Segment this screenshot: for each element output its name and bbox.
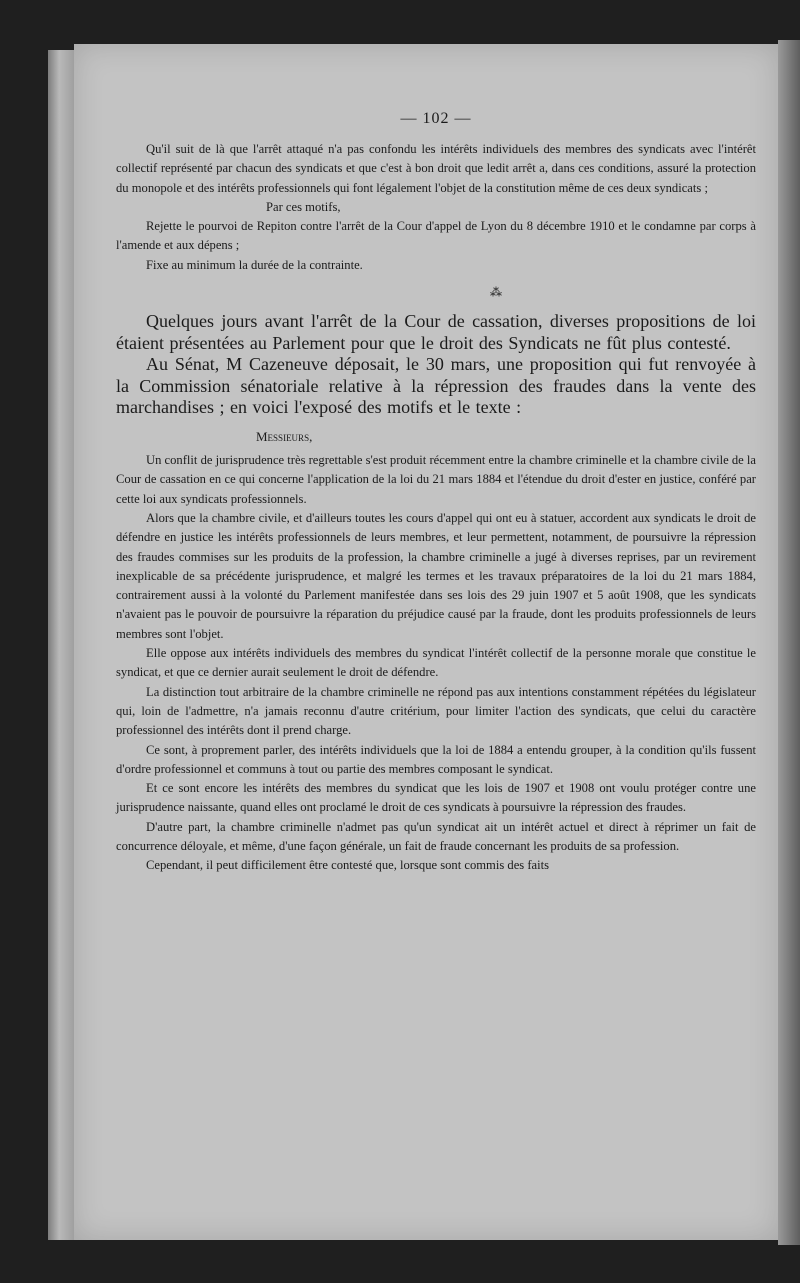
body-paragraph: Cependant, il peut difficilement être contesté que, lorsque sont commis des faits xyxy=(146,858,550,873)
page-edge xyxy=(778,40,800,1245)
body-paragraph: Un conflit de jurisprudence très regrettable s'est produit récemment entre la chambre criminelle et la chambre civile de la Cour de cassation en ce qui concerne l'application de la loi du 21 mars 1884 et l'étendue du droit d'ester en justice, conféré par cette loi aux syndicats professionnels. xyxy=(116,453,757,506)
fixe-paragraph: Fixe au minimum la durée de la contrainte. xyxy=(146,257,363,272)
large-paragraph-1: Quelques jours avant l'arrêt de la Cour de cassation, diverses propositions de loi étaient présentées au Parlement pour que le droit des Syndicats ne fût plus contesté. xyxy=(116,311,756,353)
page-number: — 102 — xyxy=(400,110,472,127)
top-paragraph: Qu'il suit de là que l'arrêt attaqué n'a pas confondu les intérêts individuels des membres des syndicats avec l'intérêt collectif représenté par chacun des syndicats et que c'est à bon droit que ledit arrêt a, dans ces conditions, assuré la protection du monopole et des intérêts professionnels qui font légalement l'objet de la constitution même de ces deux syndicats ; xyxy=(116,142,756,195)
body-paragraph: D'autre part, la chambre criminelle n'admet pas qu'un syndicat ait un intérêt actuel et direct à réprimer un fait de concurrence déloyale, et même, d'une façon générale, un fait de fraude concernant les produits de sa profession. xyxy=(116,819,756,853)
rejette-paragraph: Rejette le pourvoi de Repiton contre l'arrêt de la Cour d'appel de Lyon du 8 décembre 1910 et le condamne par corps à l'amende et aux dépens ; xyxy=(116,219,756,253)
asterism: ⁂ xyxy=(490,285,502,300)
body-paragraph: Ce sont, à proprement parler, des intérêts individuels que la loi de 1884 a entendu grouper, à la condition qu'ils fussent d'ordre professionnel et communs à tout ou partie des membres composant le syndicat. xyxy=(116,742,756,776)
body-paragraph: Elle oppose aux intérêts individuels des membres du syndicat l'intérêt collectif de la personne morale que constitue le syndicat, et que ce dernier aurait seulement le droit de défendre. xyxy=(116,646,756,680)
body-paragraph: Alors que la chambre civile, et d'ailleurs toutes les cours d'appel qui ont eu à statuer, accordent aux syndicats le droit de défendre en justice les intérêts professionnels de leurs membres, et leur permettent, notamment, de poursuivre la répression des fraudes commises sur les produits de la profession, la chambre criminelle a jugé à diverses reprises, par un revirement inexplicable de sa précédente jurisprudence, et malgré les termes et les travaux préparatoires de la loi du 21 mars 1884, contrairement aussi à la volonté du Parlement manifestée dans ses lois des 29 juin 1907 et 5 août 1908, que les syndicats n'avaient pas le pouvoir de poursuivre la réparation du préjudice causé par la fraude, dont les produits professionnels de leurs membres sont l'objet. xyxy=(116,510,756,641)
large-paragraph-2: Au Sénat, M Cazeneuve déposait, le 30 mars, une proposition qui fut renvoyée à la Commission sénatoriale relative à la répression des fraudes dans la vente des marchandises ; en voici l'exposé des motifs et le texte : xyxy=(116,354,756,418)
body-text xyxy=(116,451,756,876)
motifs-line: Par ces motifs, xyxy=(266,199,341,214)
body-paragraph: La distinction tout arbitraire de la chambre criminelle ne répond pas aux intentions constamment répétées du législateur qui, loin de l'admettre, n'a jamais reconnu d'autre critérium, pour limiter l'action des syndicats, que celui du caractère professionnel des intérêts dont il prend charge. xyxy=(116,684,756,738)
page-content xyxy=(116,110,756,876)
body-paragraph: Et ce sont encore les intérêts des membres du syndicat que les lois de 1907 et 1908 ont voulu protéger contre une jurisprudence naissante, quand elles ont proclamé le droit de ces syndicats à poursuivre la répression des fraudes. xyxy=(116,781,756,815)
section-heading: Messieurs, xyxy=(256,429,313,445)
book-spine xyxy=(48,50,76,1240)
